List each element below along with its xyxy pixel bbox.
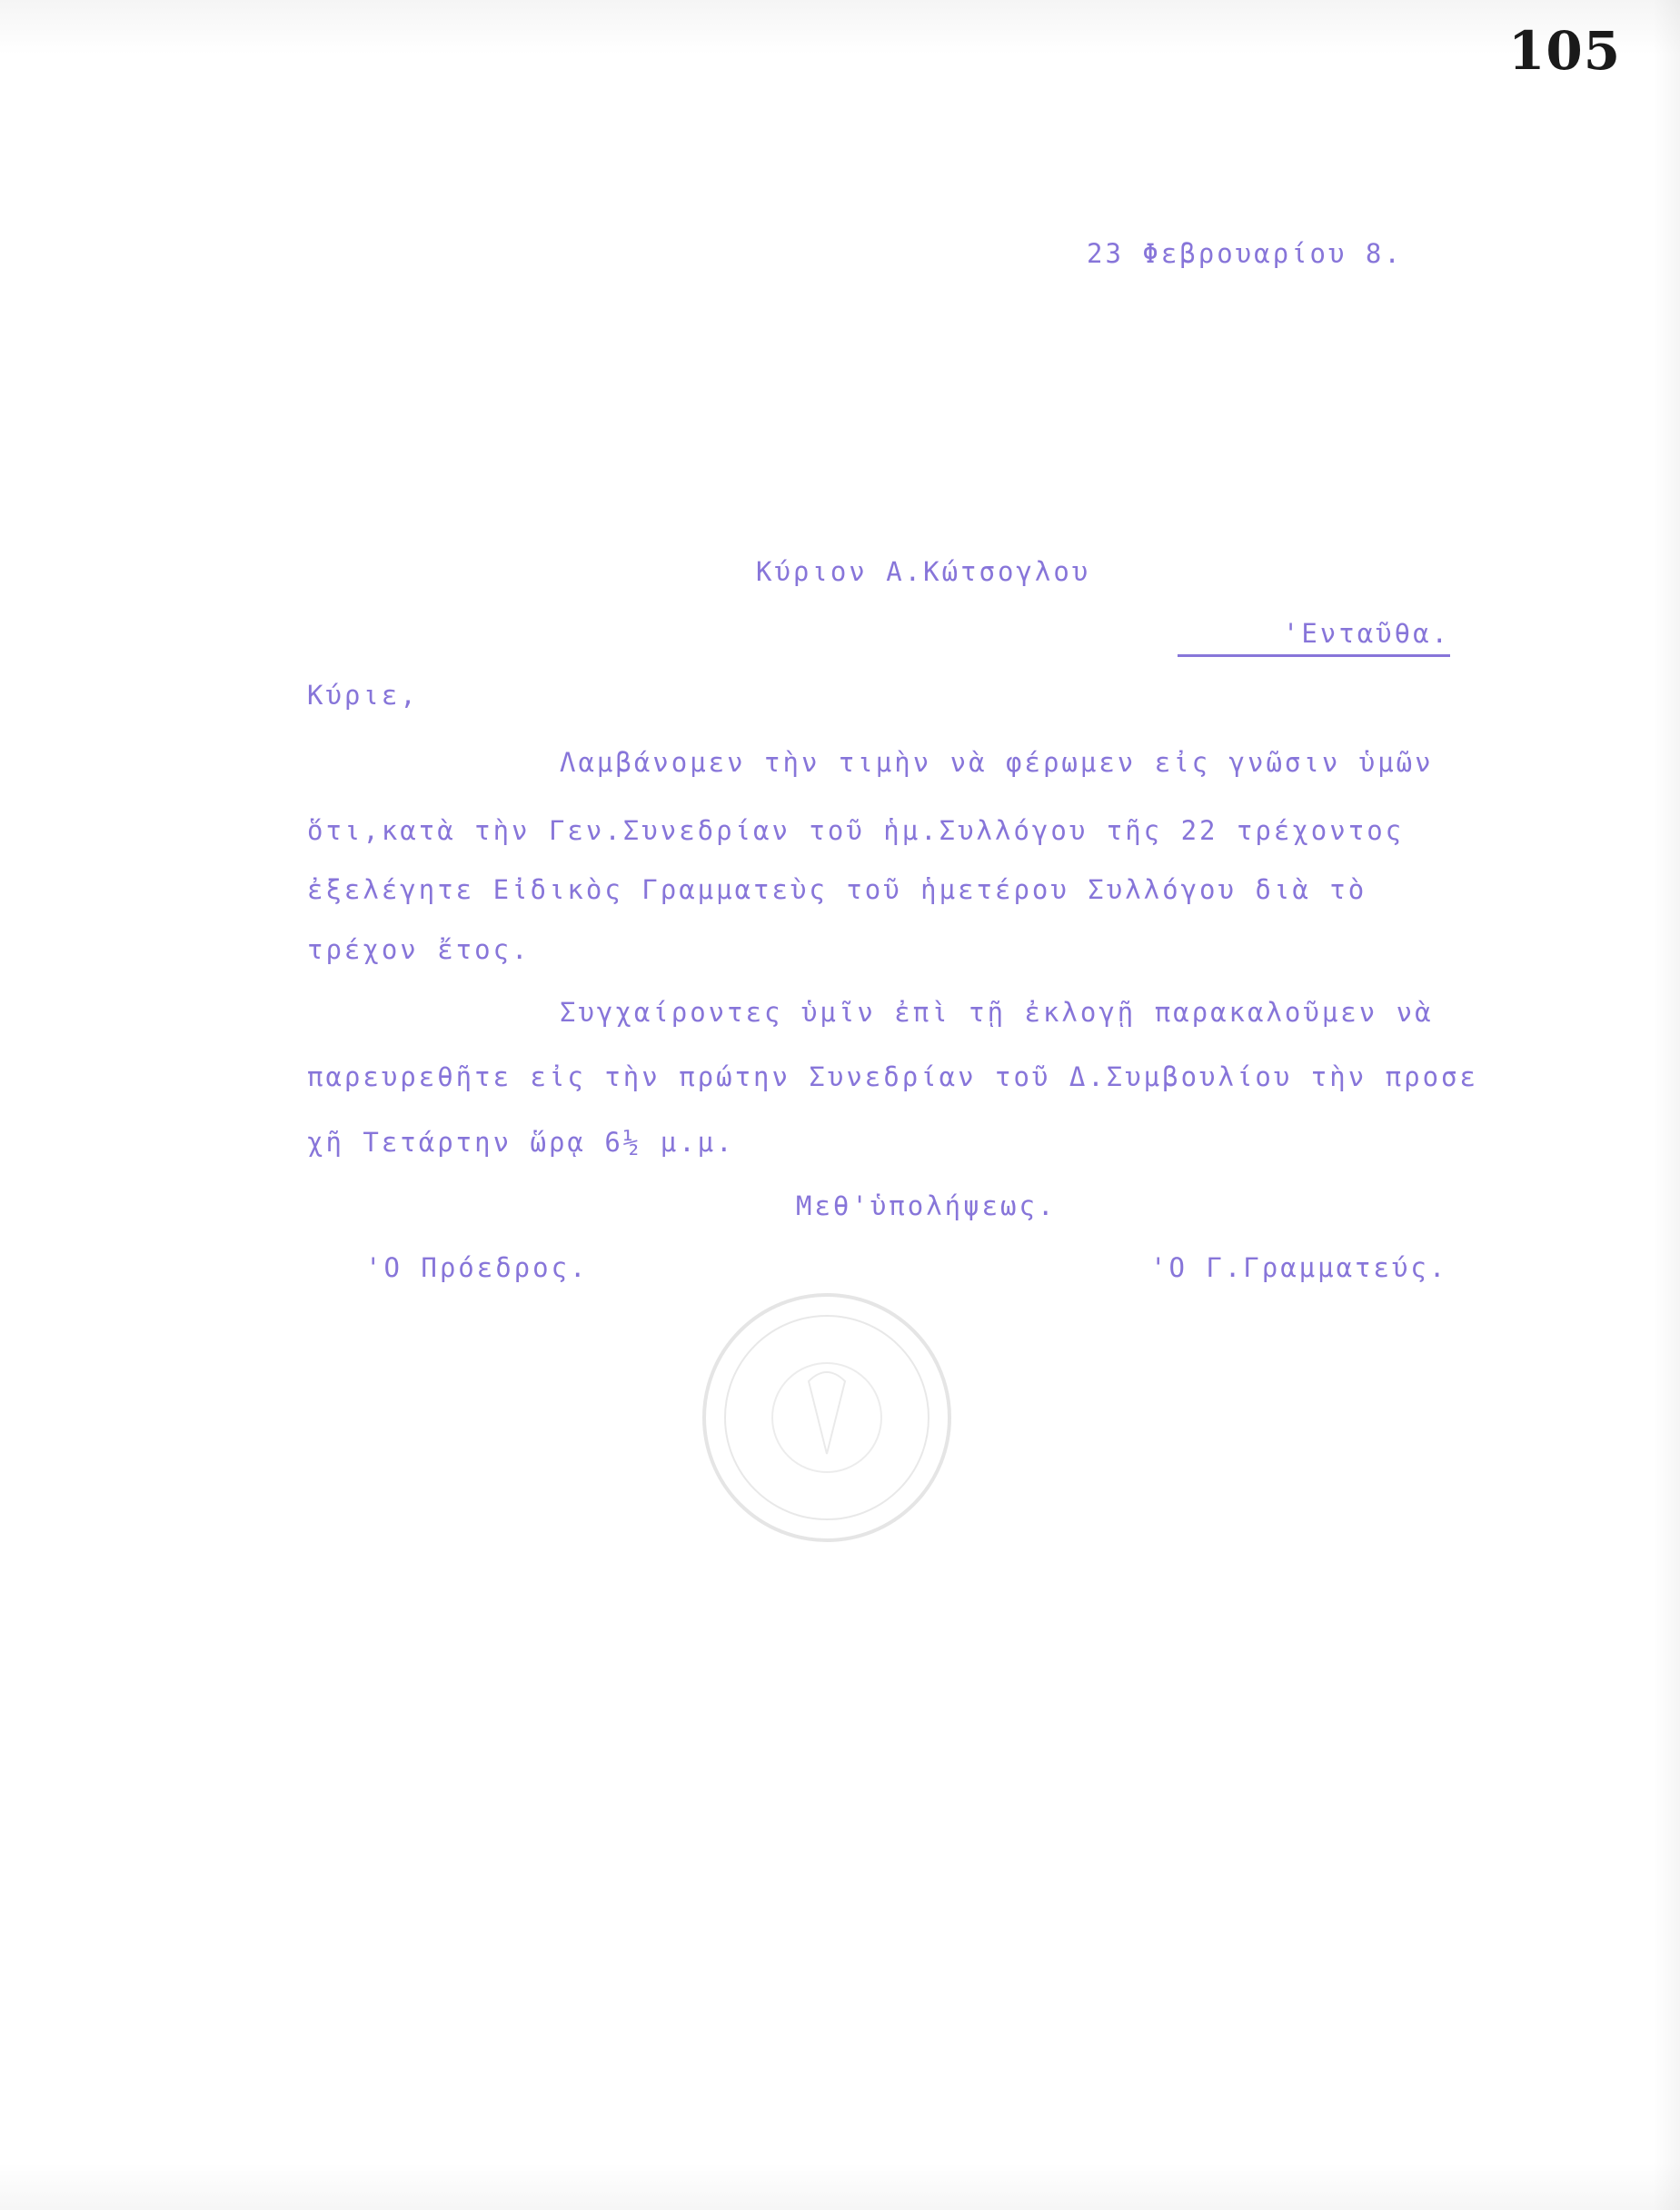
body-line: ἐξελέγητε Εἰδικὸς Γραμματεὺς τοῦ ἡμετέρου Συλλόγου διὰ τὸ [307,874,1367,905]
body-line: Λαμβάνομεν τὴν τιμὴν νὰ φέρωμεν εἰς γνῶσιν ὑμῶν [560,747,1434,778]
page-number: 105 [1508,20,1622,82]
body-line: τρέχον ἔτος. [307,934,531,965]
recipient-name: Κύριον Α.Κώτσογλου [756,556,1091,587]
signature-secretary: 'Ο Γ.Γραμματεύς. [1150,1252,1448,1283]
recipient-location: 'Ενταῦθα. [1178,618,1450,657]
body-line: ὅτι,κατὰ τὴν Γεν.Συνεδρίαν τοῦ ἡμ.Συλλόγου τῆς 22 τρέχοντος [307,815,1405,846]
body-line: παρευρεθῆτε εἰς τὴν πρώτην Συνεδρίαν τοῦ Δ.Συμβουλίου τὴν προσε [307,1061,1478,1092]
signature-president: 'Ο Πρόεδρος. [365,1252,589,1283]
faded-seal-stamp [691,1281,963,1554]
body-line: Συγχαίροντες ὑμῖν ἐπὶ τῇ ἐκλογῇ παρακαλοῦμεν νὰ [560,997,1434,1028]
closing: Μεθ'ὑπολήψεως. [796,1190,1057,1221]
page-edge-shadow [1653,0,1680,2210]
letter-date: 23 Φεβρουαρίου 8. [1087,238,1403,269]
salutation: Κύριε, [307,680,419,711]
body-line: χῆ Τετάρτην ὥρᾳ 6½ μ.μ. [307,1127,735,1158]
